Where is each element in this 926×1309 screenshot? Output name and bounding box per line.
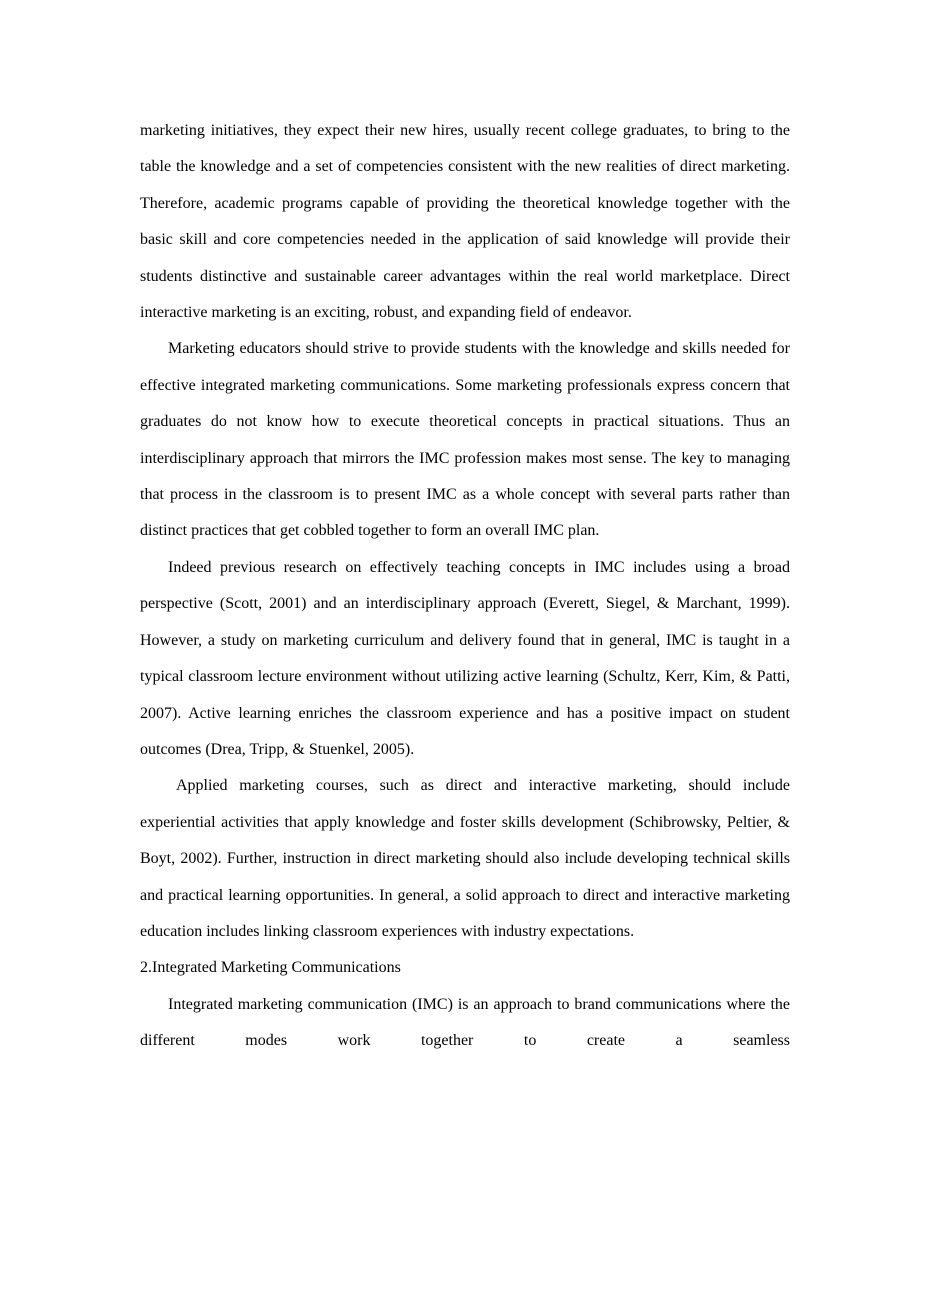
paragraph: Applied marketing courses, such as direct and interactive marketing, should include experiential activities that apply knowledge and foster skills development (Schibrowsky, Peltier, & Boyt, 2002). Further, instruction in direct marketing should also include developing technical skills and practical learning opportunities. In general, a solid approach to direct and interactive marketing education includes linking classroom experiences with industry expectations.: [140, 777, 790, 940]
paragraph: Marketing educators should strive to provide students with the knowledge and skills needed for effective integrated marketing communications. Some marketing professionals express concern that graduates do not know how to execute theoretical concepts in practical situations. Thus an interdisciplinary approach that mirrors the IMC profession makes most sense. The key to managing that process in the classroom is to present IMC as a whole concept with several parts rather than distinct practices that get cobbled together to form an overall IMC plan.: [140, 340, 790, 540]
document-body: [140, 113, 790, 1060]
paragraph: Integrated marketing communication (IMC) is an approach to brand communications where the different modes work together to create a seamless: [140, 995, 790, 1050]
section-heading: 2.Integrated Marketing Communications: [140, 959, 401, 977]
paragraph: Indeed previous research on effectively teaching concepts in IMC includes using a broad perspective (Scott, 2001) and an interdisciplinary approach (Everett, Siegel, & Marchant, 1999). However, a study on marketing curriculum and delivery found that in general, IMC is taught in a typical classroom lecture environment without utilizing active learning (Schultz, Kerr, Kim, & Patti, 2007). Active learning enriches the classroom experience and has a positive impact on student outcomes (Drea, Tripp, & Stuenkel, 2005).: [140, 558, 790, 758]
paragraph: marketing initiatives, they expect their new hires, usually recent college graduates, to bring to the table the knowledge and a set of competencies consistent with the new realities of direct marketing. Therefore, academic programs capable of providing the theoretical knowledge together with the basic skill and core competencies needed in the application of said knowledge will provide their students distinctive and sustainable career advantages within the real world marketplace. Direct interactive marketing is an exciting, robust, and expanding field of endeavor.: [140, 122, 790, 322]
